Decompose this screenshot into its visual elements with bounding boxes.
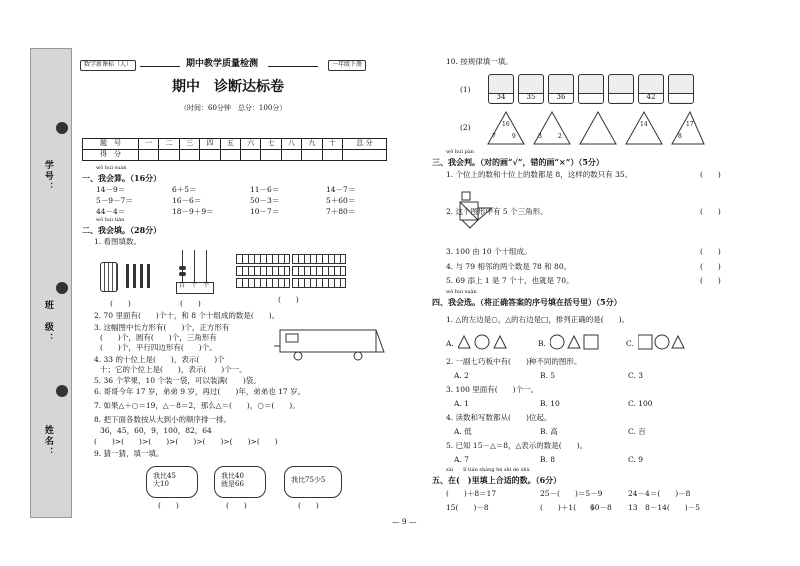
triangle-number: 8 <box>678 133 682 140</box>
calc-item: 10－7＝ <box>250 207 280 216</box>
fill-item[interactable]: 25－( )＝5－9 <box>540 489 603 498</box>
pinyin: wǒ huì suàn <box>96 165 127 171</box>
question-text: 6. 哥哥今年 17 岁，弟弟 9 岁，再过( )年，弟弟也 17 岁。 <box>94 387 306 396</box>
calc-item: 50－3＝ <box>250 196 280 205</box>
page-title: 期中 诊断达标卷 <box>172 79 284 95</box>
stick-icon <box>147 264 150 288</box>
score-col: 八 <box>281 139 301 150</box>
abacus-label: 十 <box>191 282 198 289</box>
bag-text: 我比45 大10 <box>153 472 176 488</box>
option-label: C. <box>626 339 634 348</box>
block-grid <box>236 254 290 264</box>
question-text: 7. 如果△＋○＝19，△－8＝2，那么△＝( )，○＝( )。 <box>94 401 300 410</box>
score-cell[interactable] <box>159 150 179 161</box>
mouse-number-card <box>488 74 514 104</box>
judge-item: 4. 与 79 相邻的两个数是 78 和 80。 <box>446 262 572 271</box>
block-grid <box>236 278 290 288</box>
question-text: 1. 看图填数。 <box>94 237 142 246</box>
block-grid <box>292 278 346 288</box>
calc-item: 14－7＝ <box>326 185 356 194</box>
triangle-number: 16 <box>502 121 510 128</box>
number-list: 36，45，60，9，100，82，64 <box>100 426 212 435</box>
binding-hole <box>56 385 68 397</box>
page-subtitle: （时间：60分钟 总分：100分） <box>180 104 287 112</box>
mouse-number: 36 <box>549 93 573 102</box>
score-col: 一 <box>139 139 159 150</box>
page-number: — 9 — <box>392 517 417 526</box>
score-row-label: 得 分 <box>83 150 139 161</box>
section-4-title: 四、我会选。（将正确答案的序号填在括号里）（5分） <box>432 297 622 307</box>
score-cell[interactable] <box>281 150 301 161</box>
judge-blank[interactable]: ( ) <box>700 262 721 271</box>
option-label: B. <box>538 339 546 348</box>
mouse-number <box>669 93 693 102</box>
mouse-number-card <box>638 74 664 104</box>
stick-icon <box>126 264 129 288</box>
mouse-number-card[interactable] <box>668 74 694 104</box>
answer-blank[interactable]: ( ) <box>110 299 131 308</box>
triangle-number: 14 <box>640 121 648 128</box>
score-cell[interactable] <box>261 150 281 161</box>
judge-item: 3. 100 由 10 个十组成。 <box>446 247 532 256</box>
number-label: 学号： <box>42 160 53 193</box>
question-text: 10. 按规律填一填。 <box>446 57 513 66</box>
row-label: (1) <box>460 85 471 94</box>
pinyin: zài lǐ tián shàng hé shì de shù <box>446 467 530 473</box>
option[interactable]: C. 100 <box>628 399 653 408</box>
pinyin: wǒ huì xuǎn <box>446 289 477 295</box>
name-label: 姓名： <box>42 425 53 458</box>
fill-item[interactable]: 13 8－14( )－5 <box>628 503 700 512</box>
answer-blank[interactable]: ( ) <box>226 501 247 510</box>
grade-tag: 一年级下册 <box>328 60 366 71</box>
calc-item: 44－4＝ <box>96 207 126 216</box>
binding-hole <box>56 282 68 294</box>
calc-item: 6＋5＝ <box>172 185 197 194</box>
score-cell[interactable] <box>139 150 159 161</box>
shape-sequence-c <box>638 334 688 350</box>
score-col: 总 分 <box>342 139 386 150</box>
mouse-number: 42 <box>639 93 663 102</box>
fill-item[interactable]: 15( )－8 <box>446 503 489 512</box>
triangle-number: 7 <box>492 133 496 140</box>
triangle-number: 9 <box>512 133 516 140</box>
score-col: 七 <box>261 139 281 150</box>
pinyin: wǒ huì tián <box>96 217 125 223</box>
bag-text: 我比75少5 <box>291 476 326 484</box>
score-col: 二 <box>159 139 179 150</box>
class-label: 班 级： <box>42 300 53 344</box>
pinyin: wǒ huì pàn <box>446 149 474 155</box>
fill-item[interactable]: ( )＋8＝17 <box>446 489 497 498</box>
option[interactable]: C. 百 <box>628 427 646 436</box>
score-table <box>82 138 387 161</box>
shape-sequence-a <box>458 334 508 350</box>
score-cell[interactable] <box>342 150 386 161</box>
score-header: 题 号 <box>83 139 139 150</box>
option[interactable]: B. 10 <box>540 399 560 408</box>
judge-blank[interactable]: ( ) <box>700 170 721 179</box>
option[interactable]: C. 9 <box>628 455 644 464</box>
mouse-number-card[interactable] <box>608 74 634 104</box>
row-label: (2) <box>460 123 471 132</box>
series-tag: 数学新课标（人） <box>80 60 136 71</box>
train-figure <box>272 328 386 362</box>
score-col: 四 <box>200 139 220 150</box>
triangle-3 <box>580 112 616 144</box>
question-text: 2. 70 里面有( )个十，和 8 个十组成的数是( )。 <box>94 311 280 320</box>
mouse-number-card <box>518 74 544 104</box>
score-col: 十 <box>322 139 342 150</box>
block-grid <box>292 266 346 276</box>
judge-item: 1. 个位上的数和十位上的数都是 8，这样的数只有 35。 <box>446 170 633 179</box>
section-2-title: 二、我会填。（28分） <box>82 225 162 235</box>
choice-question: 5. 已知 15－△＝8，△表示的数是( )。 <box>446 441 588 450</box>
score-cell[interactable] <box>200 150 220 161</box>
answer-blank[interactable]: ( ) <box>278 295 299 304</box>
choice-question: 2. 一副七巧板中有( )种不同的图形。 <box>446 357 582 366</box>
score-col: 五 <box>220 139 240 150</box>
mouse-number: 35 <box>519 93 543 102</box>
block-grid <box>236 266 290 276</box>
stick-icon <box>133 264 136 288</box>
judge-blank[interactable]: ( ) <box>700 207 721 216</box>
stick-bundle-icon <box>100 262 118 292</box>
section-1-title: 一、我会算。（16分） <box>82 173 162 183</box>
stick-icon <box>140 264 143 288</box>
shape-sequence-b <box>550 334 600 350</box>
score-cell[interactable] <box>220 150 240 161</box>
mouse-number: 34 <box>489 93 513 102</box>
choice-question: 3. 100 里面有( )个一。 <box>446 385 539 394</box>
triangle-number: 2 <box>558 133 562 140</box>
option[interactable]: B. 8 <box>540 455 556 464</box>
triangle-row <box>486 110 706 146</box>
answer-blank[interactable]: ( ) <box>298 501 319 510</box>
score-cell[interactable] <box>322 150 342 161</box>
question-text: ( )个，圆有( )个，三角形有 <box>100 333 217 342</box>
option[interactable]: A. 7 <box>454 455 469 464</box>
calc-item: 16－6＝ <box>172 196 202 205</box>
triangle-number: 17 <box>686 121 694 128</box>
mouse-number-card[interactable] <box>578 74 604 104</box>
answer-blank[interactable]: ( ) <box>158 501 179 510</box>
question-text: 9. 猜一猜，填一填。 <box>94 449 164 458</box>
question-text: 8. 把下面各数按从大到小的顺序排一排。 <box>94 415 232 424</box>
calc-item: 5＋60＝ <box>326 196 356 205</box>
option[interactable]: C. 3 <box>628 371 644 380</box>
money-bag-icon <box>284 466 342 498</box>
option-label: A. <box>446 339 454 348</box>
calc-item: 5－9－7＝ <box>96 196 133 205</box>
abacus-icon <box>176 250 214 296</box>
question-text: ( )个，平行四边形有( )个。 <box>100 343 217 352</box>
banner-title: 期中教学质量检测 <box>186 59 259 69</box>
abacus-label: 百 <box>179 282 186 289</box>
block-grid <box>292 254 346 264</box>
score-col: 九 <box>302 139 322 150</box>
mouse-number <box>609 93 633 102</box>
mouse-row <box>488 74 698 104</box>
judge-item: 5. 69 添上 1 是 7 个十，也就是 70。 <box>446 276 574 285</box>
bag-text: 我比40 就是66 <box>221 472 244 488</box>
question-text: 3. 这幅图中长方形有( )个，正方形有 <box>94 323 230 332</box>
score-cell[interactable] <box>179 150 199 161</box>
score-cell[interactable] <box>302 150 322 161</box>
calc-item: 11－6＝ <box>250 185 280 194</box>
calc-item: 18－9＋9＝ <box>172 207 214 216</box>
option[interactable]: A. 2 <box>454 371 469 380</box>
question-text: 十；它的个位上是( )，表示( )个一。 <box>100 365 247 374</box>
question-text: 5. 36 个苹果，10 个装一袋，可以装满( )袋。 <box>94 376 261 385</box>
score-col: 六 <box>241 139 261 150</box>
fill-item[interactable]: ( )＋1( ) <box>540 503 594 512</box>
calc-item: 14－9＝ <box>96 185 126 194</box>
money-bag-icon <box>146 466 198 498</box>
option[interactable]: B. 5 <box>540 371 556 380</box>
triangle-number: 3 <box>538 133 542 140</box>
judge-blank[interactable]: ( ) <box>700 276 721 285</box>
fill-item[interactable]: 24－4＝( )－8 <box>628 489 691 498</box>
calc-item: 7＋80＝ <box>326 207 356 216</box>
score-cell[interactable] <box>241 150 261 161</box>
section-3-title: 三、我会判。（对的画“√”，错的画“×”）（5分） <box>432 157 604 167</box>
judge-blank[interactable]: ( ) <box>700 247 721 256</box>
order-blanks[interactable]: ( )>( )>( )>( )>( )>( )>( ) <box>94 437 278 446</box>
judge-item: 2. 这个图形中有 5 个三角形。 <box>446 207 548 216</box>
option[interactable]: A. 低 <box>454 427 472 436</box>
option[interactable]: A. 1 <box>454 399 469 408</box>
fill-item[interactable]: 60－8 <box>590 503 612 512</box>
mouse-number <box>579 93 603 102</box>
choice-question: 4. 读数和写数都从( )位起。 <box>446 413 552 422</box>
section-5-title: 五、在( )里填上合适的数。（6分） <box>432 475 562 485</box>
answer-blank[interactable]: ( ) <box>180 299 201 308</box>
binding-hole <box>56 122 68 134</box>
question-text: 4. 33 的十位上是( )，表示( )个 <box>94 355 225 364</box>
choice-question: 1. △的左边是○，△的右边是□，排列正确的是( )。 <box>446 315 630 324</box>
score-col: 三 <box>179 139 199 150</box>
abacus-label: 个 <box>203 282 210 289</box>
option[interactable]: B. 高 <box>540 427 558 436</box>
money-bag-icon <box>214 466 266 498</box>
mouse-number-card <box>548 74 574 104</box>
